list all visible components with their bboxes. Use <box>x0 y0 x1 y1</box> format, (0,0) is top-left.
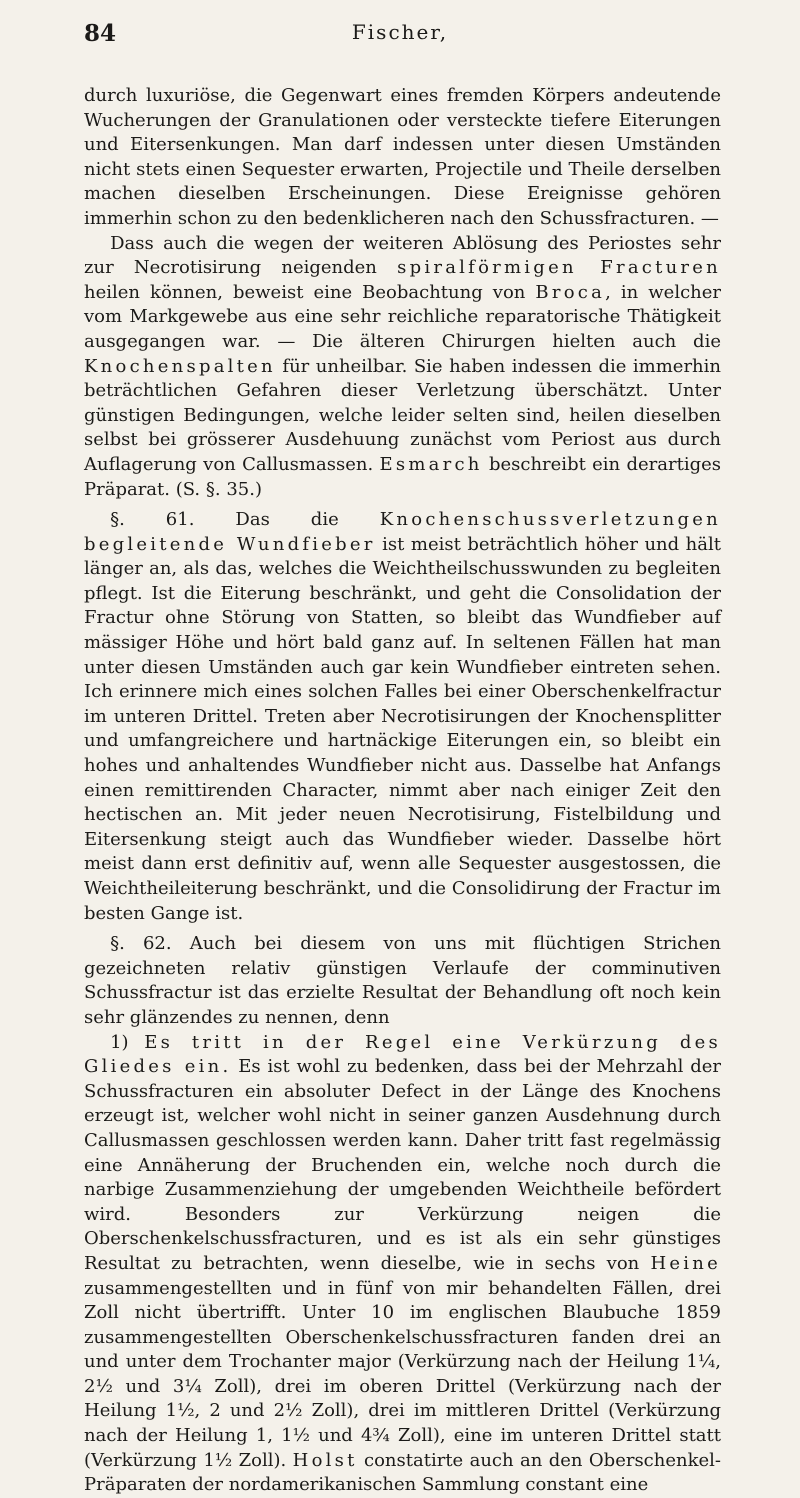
text-segment: durch luxuriöse, die Gegenwart eines fremden Körpers andeutende Wucherungen der Granulationen oder versteckte tiefere Eiterungen und Eitersenkungen. Man darf indessen unter diesen Umständen nicht stets einen Sequester erwarten, Projectile und Theile derselben machen dieselben Erscheinungen. Diese Ereignisse gehören immerhin schon zu den bedenklicheren nach den Schussfracturen. — <box>84 85 721 229</box>
paragraph <box>84 932 721 1030</box>
emphasized-text: Holst <box>292 1449 358 1471</box>
text-segment: , in welcher vom Markgewebe aus eine sehr reichliche reparatorische Thätigkeit ausgegangen war. — Die älteren Chirurgen hielten auch die <box>84 281 721 352</box>
text-segment: heilen können, beweist eine Beobachtung von <box>84 281 536 303</box>
text-segment: Dass auch die wegen der weiteren Ablösung des Periostes sehr zur Necrotisirung neigenden <box>84 232 721 279</box>
text-segment: beschreibt ein derartiges Präparat. (S. §. 35.) <box>84 453 722 500</box>
paragraph <box>84 508 721 926</box>
text-segment: §. 61. Das die <box>110 509 380 531</box>
paragraph <box>84 1031 721 1498</box>
emphasized-text: spiralförmigen Fracturen <box>397 257 721 279</box>
emphasized-text: Heine <box>650 1252 721 1274</box>
text-segment: §. 62. Auch bei diesem von uns mit flüchtigen Strichen gezeichneten relativ günstigen Verlaufe der comminutiven Schussfractur ist das erzielte Resultat der Behandlung oft noch kein sehr glänzendes zu nennen, denn <box>84 933 721 1028</box>
text-segment: für unheilbar. Sie haben indessen die immerhin beträchtlichen Gefahren dieser Verletzung überschätzt. Unter günstigen Bedingungen, welche leider selten sind, heilen dieselben selbst bei grösserer Ausdehuung zunächst vom Periost aus durch Auflagerung von Callusmassen. <box>84 355 721 475</box>
text-segment: zusammengestellten und in fünf von mir behandelten Fällen, drei Zoll nicht übertrifft. Unter 10 im englischen Blaubuche 1859 zusammengestellten Oberschenkelschussfracturen fanden drei an und unter dem Trochanter major (Verkürzung nach der Heilung 1¼, 2½ und 3¼ Zoll), drei im oberen Drittel (Verkürzung nach der Heilung 1½, 2 und 2½ Zoll), drei im mittleren Drittel (Verkürzung nach der Heilung 1, 1½ und 4¾ Zoll), eine im unteren Drittel statt (Verkürzung 1½ Zoll). <box>84 1277 721 1471</box>
text-segment: Es ist wohl zu bedenken, dass bei der Mehrzahl der Schussfracturen ein absoluter Defect in der Länge des Knochens erzeugt ist, welcher wohl nicht in seiner ganzen Ausdehnung durch Callusmassen geschlossen werden kann. Daher tritt fast regelmässig eine Annäherung der Bruchenden ein, welche noch durch die narbige Zusammenziehung der umgebenden Weichtheile befördert wird. Besonders zur Verkürzung neigen die Oberschenkelschussfracturen, und es ist als ein sehr günstiges Resultat zu betrachten, wenn dieselbe, wie in sechs von <box>84 1056 721 1274</box>
emphasized-text: Esmarch <box>379 453 483 475</box>
emphasized-text: Broca <box>535 281 606 303</box>
emphasized-text: Knochenspalten <box>84 355 276 377</box>
running-head-title: Fischer, <box>351 20 449 44</box>
page-number: 84 <box>84 20 117 47</box>
emphasized-text: Knochenschussverletzungen begleitende Wundfieber <box>84 509 721 555</box>
paragraph <box>84 84 721 232</box>
text-segment: ist meist beträchtlich höher und hält länger an, als das, welches die Weichtheilschusswunden zu begleiten pflegt. Ist die Eiterung beschränkt, und geht die Consolidation der Fractur ohne Störung von Statten, so bleibt das Wundfieber auf mässiger Höhe und hört bald ganz auf. In seltenen Fällen hat man unter diesen Umständen auch gar kein Wundfieber eintreten sehen. Ich erinnere mich eines solchen Falles bei einer Oberschenkelfractur im unteren Drittel. Treten aber Necrotisirungen der Knochensplitter und umfangreichere und hartnäckige Eiterungen ein, so bleibt ein hohes und anhaltendes Wundfieber nicht aus. Dasselbe hat Anfangs einen remittirenden Character, nimmt aber nach einiger Zeit den hectischen an. Mit jeder neuen Necrotisirung, Fistelbildung und Eitersenkung steigt auch das Wundfieber wieder. Dasselbe hört meist dann erst definitiv auf, wenn alle Sequester ausgestossen, die Weichtheileiterung beschränkt, und die Consolidirung der Fractur im besten Gange ist. <box>84 533 721 924</box>
text-segment: constatirte auch an den Oberschenkel-Präparaten der nordamerikanischen Sammlung constant eine <box>84 1449 721 1496</box>
running-header <box>0 18 800 54</box>
emphasized-text: Es tritt in der Regel eine Verkürzung des Gliedes ein. <box>84 1031 721 1078</box>
paragraph <box>84 232 721 503</box>
text-segment: 1) <box>110 1031 145 1053</box>
body-text <box>84 84 721 1498</box>
